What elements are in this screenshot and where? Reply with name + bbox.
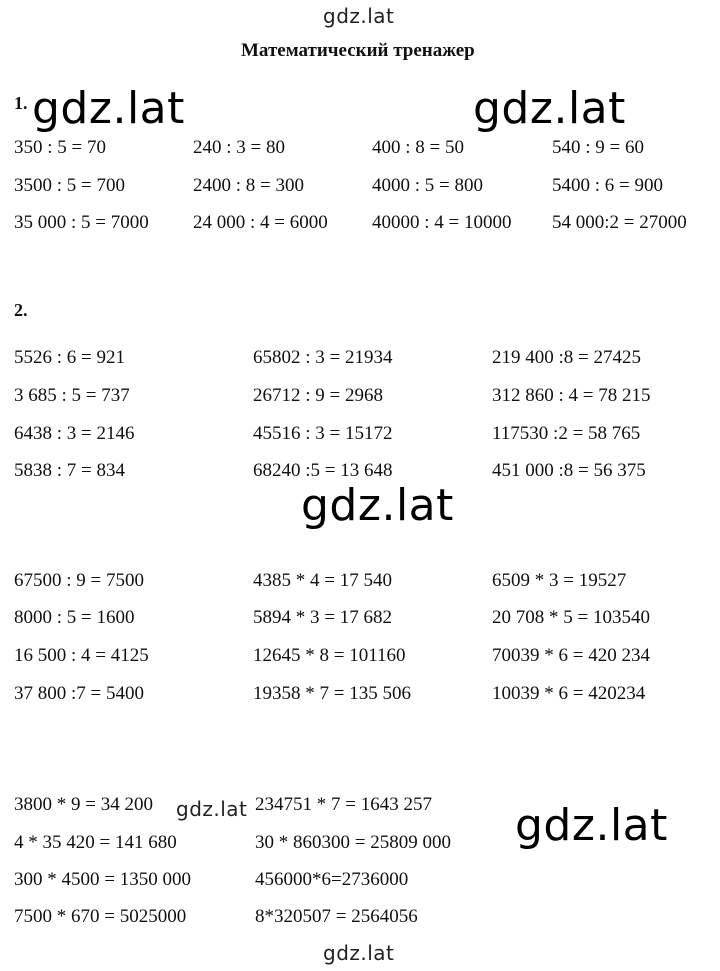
equation: 2400 : 8 = 300 [193,175,304,196]
equation: 451 000 :8 = 56 375 [492,460,646,481]
equation: 3500 : 5 = 700 [14,175,125,196]
equation: 400 : 8 = 50 [372,137,464,158]
watermark-bottom: gdz.lat [323,941,395,965]
equation: 24 000 : 4 = 6000 [193,212,328,233]
watermark-section1-left: gdz.lat [32,83,185,134]
watermark-inline: gdz.lat [176,797,248,821]
equation: 40000 : 4 = 10000 [372,212,512,233]
equation: 3 685 : 5 = 737 [14,385,130,406]
equation: 12645 * 8 = 101160 [253,645,406,666]
equation: 16 500 : 4 = 4125 [14,645,149,666]
equation: 4 * 35 420 = 141 680 [14,832,177,853]
equation: 6438 : 3 = 2146 [14,423,135,444]
equation: 312 860 : 4 = 78 215 [492,385,651,406]
equation: 7500 * 670 = 5025000 [14,906,187,927]
equation: 35 000 : 5 = 7000 [14,212,149,233]
equation: 6509 * 3 = 19527 [492,570,627,591]
page-title: Математический тренажер [241,40,475,61]
watermark-section2-center: gdz.lat [301,480,454,531]
equation: 456000*6=2736000 [255,869,409,890]
equation: 350 : 5 = 70 [14,137,106,158]
equation: 5526 : 6 = 921 [14,347,125,368]
equation: 10039 * 6 = 420234 [492,683,646,704]
equation: 219 400 :8 = 27425 [492,347,641,368]
equation: 8000 : 5 = 1600 [14,607,135,628]
equation: 234751 * 7 = 1643 257 [255,794,432,815]
equation: 8*320507 = 2564056 [255,906,418,927]
equation: 4385 * 4 = 17 540 [253,570,392,591]
equation: 240 : 3 = 80 [193,137,285,158]
equation: 540 : 9 = 60 [552,137,644,158]
equation: 65802 : 3 = 21934 [253,347,393,368]
equation: 70039 * 6 = 420 234 [492,645,650,666]
equation: 37 800 :7 = 5400 [14,683,144,704]
equation: 45516 : 3 = 15172 [253,423,393,444]
equation: 5894 * 3 = 17 682 [253,607,392,628]
equation: 54 000:2 = 27000 [552,212,687,233]
equation: 300 * 4500 = 1350 000 [14,869,191,890]
equation: 117530 :2 = 58 765 [492,423,641,444]
equation: 19358 * 7 = 135 506 [253,683,411,704]
equation: 67500 : 9 = 7500 [14,570,144,591]
watermark-bottom-right: gdz.lat [515,800,668,851]
equation: 68240 :5 = 13 648 [253,460,393,478]
equation: 26712 : 9 = 2968 [253,385,383,406]
equation: 30 * 860300 = 25809 000 [255,832,451,853]
section-1-number: 1. [14,93,28,113]
watermark-section1-right: gdz.lat [473,83,626,134]
equation: 5400 : 6 = 900 [552,175,663,196]
section-2-number: 2. [14,300,28,320]
equation: 5838 : 7 = 834 [14,460,125,481]
watermark-top: gdz.lat [323,4,395,28]
equation: 4000 : 5 = 800 [372,175,483,196]
equation: 20 708 * 5 = 103540 [492,607,650,628]
equation: 3800 * 9 = 34 200 [14,794,153,815]
